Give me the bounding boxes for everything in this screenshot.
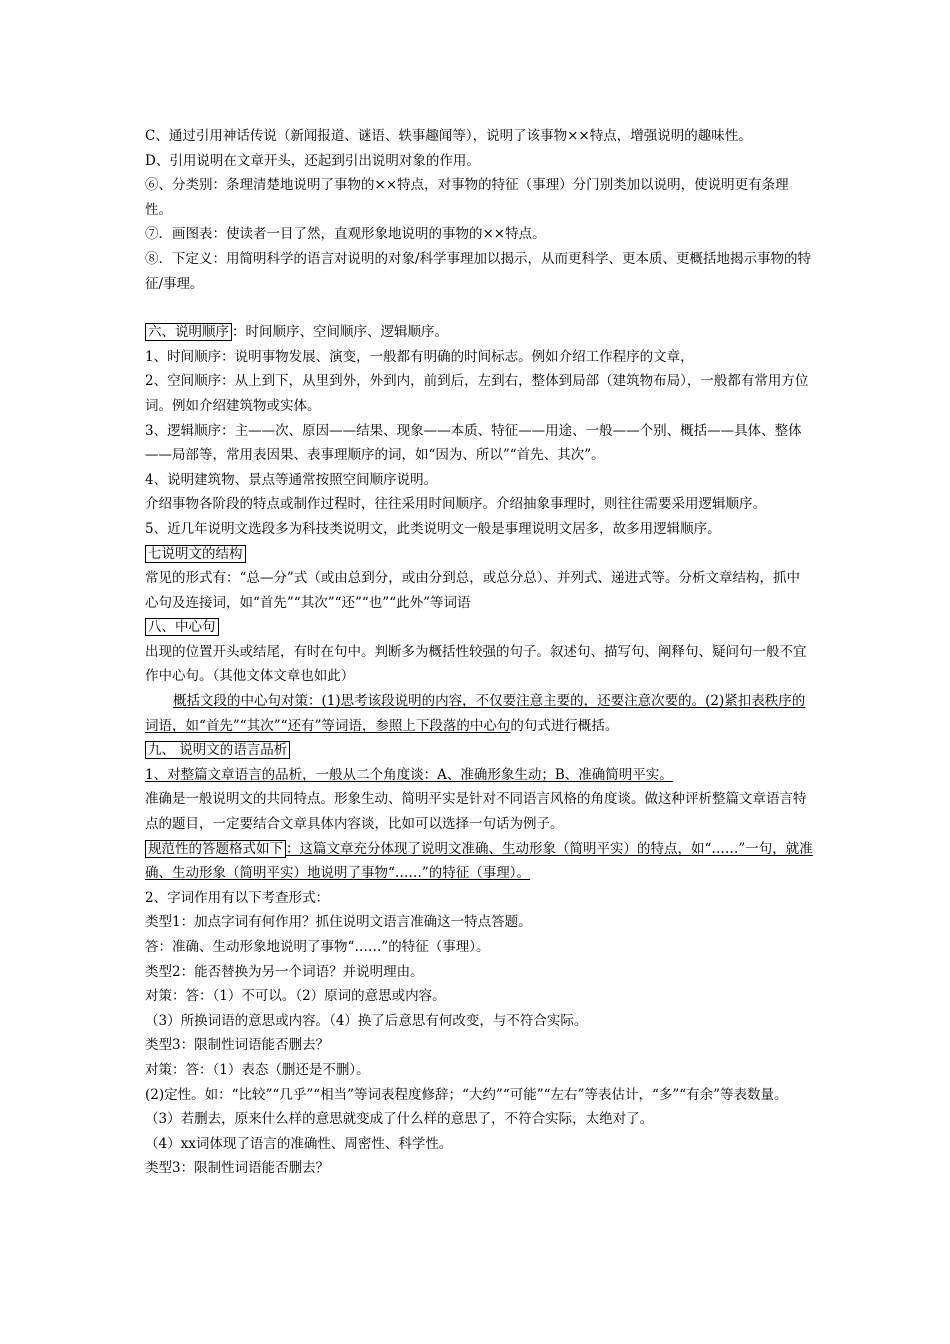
section-6-heading: 六、说明顺序 (145, 323, 232, 341)
section-9-p2: 准确是一般说明文的共同特点。形象生动、简明平实是针对不同语言风格的角度谈。做这种评析整篇文章语言特点的题目，一定要结合文章具体内容谈，比如可以选择一句话为例子。 (145, 791, 807, 833)
section-9-line: （3）若删去，原来什么样的意思就变成了什么样的意思了，不符合实际，太绝对了。 (145, 1111, 654, 1128)
text-line: ⑥、分类别：条理清楚地说明了事物的××特点，对事物的特征（事理）分门别类加以说明，使说明更有条理性。 (145, 177, 789, 218)
section-7-heading: 七说明文的结构 (145, 545, 246, 563)
section-6-heading-line (145, 320, 813, 345)
section-9-format (145, 837, 813, 886)
section-9-format-label: 规范性的答题格式如下 (145, 840, 286, 858)
text-line: C、通过引用神话传说（新闻报道、谜语、轶事趣闻等），说明了该事物××特点，增强说明的趣味性。 (145, 128, 752, 144)
section-6-item: 4、说明建筑物、景点等通常按照空间顺序说明。 (145, 471, 438, 488)
section-9-p1 (145, 763, 813, 788)
section-7-heading-line (145, 542, 813, 567)
section-9-line: 答：准确、生动形象地说明了事物“……”的特征（事理）。 (145, 939, 490, 955)
section-9-line: 类型3：限制性词语能否删去？ (145, 1160, 330, 1177)
section-8-strategy-tail: 的句式进行概括。 (510, 717, 619, 734)
section-9-line: （4）xx词体现了语言的准确性、周密性、科学性。 (145, 1135, 453, 1152)
section-8-strategy (145, 689, 813, 738)
section-6-item: 介绍事物各阶段的特点或制作过程时，往往采用时间顺序。介绍抽象事理时，则往往需要采用逻辑顺序。 (145, 496, 766, 513)
section-9-p1-text: 1、对整篇文章语言的品析，一般从二个角度谈：A、准确形象生动；B、准确简明平实。 (145, 766, 673, 783)
section-6-item: 1、时间顺序：说明事物发展、演变，一般都有明确的时间标志。例如介绍工作程序的文章， (145, 348, 694, 365)
section-9-line: 类型3：限制性词语能否删去？ (145, 1037, 330, 1054)
section-8-body: 出现的位置开头或结尾，有时在句中。判断多为概括性较强的句子。叙述句、描写句、阐释句、疑问句一般不宜作中心句。（其他文体文章也如此） (145, 643, 807, 685)
section-9-line: 2、字词作用有以下考查形式： (145, 889, 330, 906)
section-8-heading: 八、中心句 (145, 618, 219, 636)
text-line: D、引用说明在文章开头，还起到引出说明对象的作用。 (145, 152, 480, 169)
text-line: ⑧．下定义：用简明科学的语言对说明的对象/科学事理加以揭示，从而更科学、更本质、更概括地揭示事物的特征/事理。 (145, 250, 812, 292)
section-9-line: 对策：答：（1）表态（删还是不删）。 (145, 1061, 370, 1078)
spacer (145, 296, 813, 320)
text-line: ⑦．画图表：使读者一目了然，直观形象地说明的事物的××特点。 (145, 226, 546, 243)
section-9-line: 类型1：加点字词有何作用？抓住说明文语言准确这一特点答题。 (145, 914, 532, 931)
document-body (145, 124, 813, 1181)
section-6-item: 2、空间顺序：从上到下，从里到外，外到内，前到后，左到右，整体到局部（建筑物布局），一般都有常用方位词。例如介绍建筑物或实体。 (145, 373, 809, 414)
section-6-item: 5、近几年说明文选段多为科技类说明文，此类说明文一般是事理说明文居多，故多用逻辑顺序。 (145, 520, 721, 537)
section-6-heading-tail: ：时间顺序、空间顺序、逻辑顺序。 (232, 324, 448, 341)
section-9-format-body: ：这篇文章充分体现了说明文准确、生动形象（简明平实）的特点，如“……”一句，就准确、生动形象（简明平实）地说明了事物“……”的特征（事理）。 (145, 840, 813, 882)
section-9-line: (2)定性。如：“比较”“几乎”“相当”等词表程度修辞；“大约”“可能”“左右”等表估计，“多”“有余”等表数量。 (145, 1086, 788, 1103)
section-9-line: 类型2：能否替换为另一个词语？并说明理由。 (145, 963, 424, 980)
section-8-strategy-underlined: 概括文段的中心句对策：(1)思考该段说明的内容，不仅要注意主要的，还要注意次要的。(2)紧扣表秩序的词语，如“首先”“其次”“还有”等词语，参照上下段落的中心句 (145, 693, 806, 734)
section-8-heading-line (145, 615, 813, 640)
section-6-item: 3、逻辑顺序：主——次、原因——结果、现象——本质、特征——用途、一般——个别、概括——具体、整体——局部等，常用表因果、表事理顺序的词，如“因为、所以”“首先、其次”。 (145, 422, 802, 464)
section-9-line: （3）所换词语的意思或内容。（4）换了后意思有何改变，与不符合实际。 (145, 1012, 588, 1029)
section-9-heading-line (145, 738, 813, 763)
section-9-line: 对策：答：（1）不可以。（2）原词的意思或内容。 (145, 988, 446, 1005)
section-7-body: 常见的形式有：“总—分”式（或由总到分，或由分到总，或总分总）、并列式、递进式等。分析文章结构，抓中心句及连接词，如“首先”“其次”“还”“也”“此外”等词语 (145, 570, 801, 611)
section-9-heading: 九、 说明文的语言品析 (145, 741, 290, 759)
